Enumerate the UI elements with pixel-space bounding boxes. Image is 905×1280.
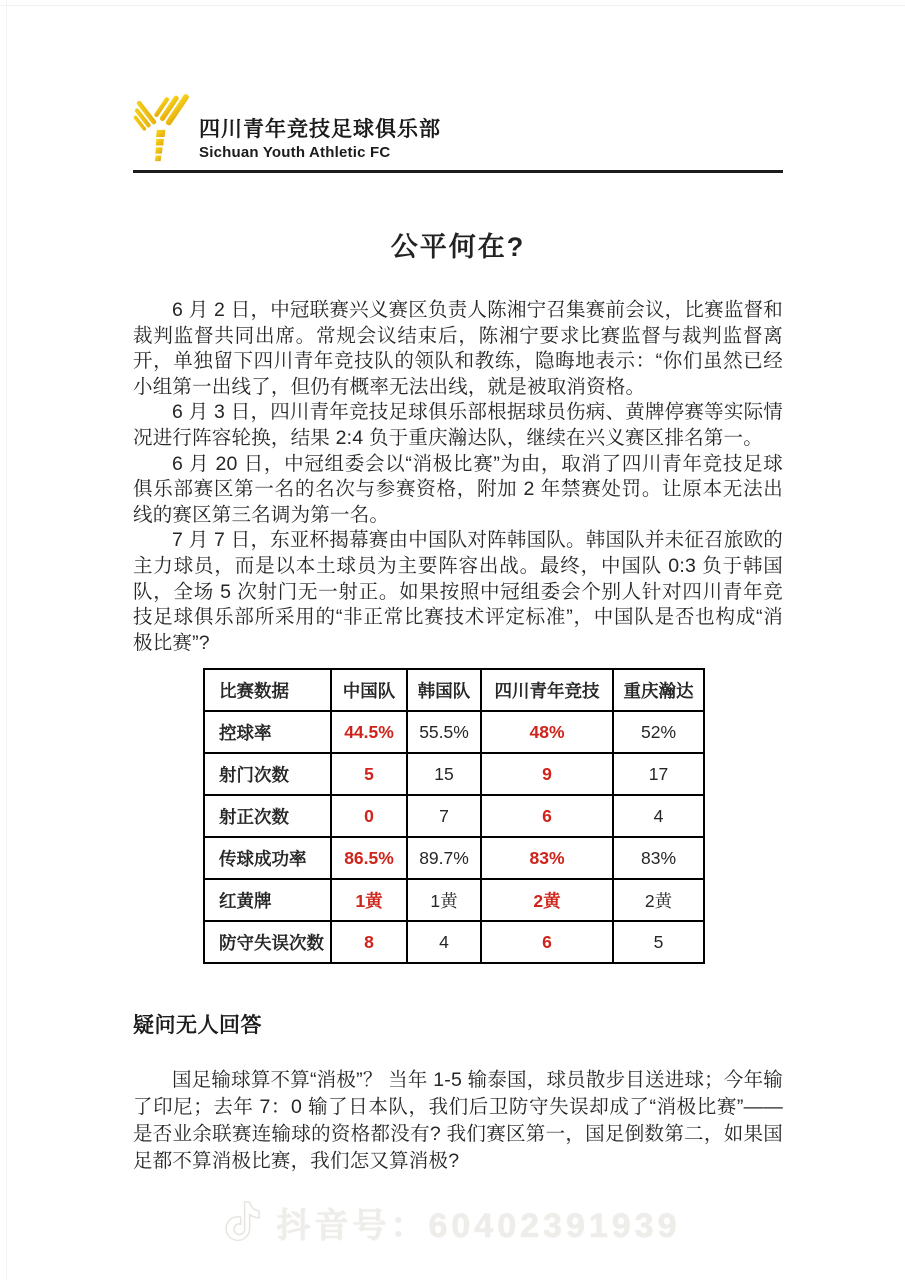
stat-label: 射正次数 <box>204 795 331 837</box>
table-header-cell: 中国队 <box>331 669 407 711</box>
table-header-row <box>204 669 704 711</box>
stat-value: 48% <box>481 711 613 753</box>
stat-label: 射门次数 <box>204 753 331 795</box>
stat-value: 9 <box>481 753 613 795</box>
paragraph: 6 月 3 日，四川青年竞技足球俱乐部根据球员伤病、黄牌停赛等实际情况进行阵容轮换，结果 2:4 负于重庆瀚达队，继续在兴义赛区排名第一。 <box>133 401 783 449</box>
stat-value: 83% <box>481 837 613 879</box>
watermark-label: 抖音号： <box>276 1207 429 1245</box>
stat-value: 86.5% <box>331 837 407 879</box>
club-name-zh: 四川青年竞技足球俱乐部 <box>199 118 441 141</box>
stat-value: 83% <box>613 837 704 879</box>
stat-value: 52% <box>613 711 704 753</box>
table-row <box>204 753 704 795</box>
stat-label: 红黄牌 <box>204 879 331 921</box>
stat-value: 1黄 <box>407 879 481 921</box>
stat-value: 6 <box>481 795 613 837</box>
club-name-en: Sichuan Youth Athletic FC <box>199 144 391 161</box>
section-heading: 疑问无人回答 <box>133 1014 262 1038</box>
stat-value: 4 <box>613 795 704 837</box>
stat-value: 8 <box>331 921 407 963</box>
stat-value: 1黄 <box>331 879 407 921</box>
stat-value: 5 <box>331 753 407 795</box>
paragraph: 6 月 20 日，中冠组委会以“消极比赛”为由，取消了四川青年竞技足球俱乐部赛区第一名的名次与参赛资格，附加 2 年禁赛处罚。让原本无法出线的赛区第三名调为第一名。 <box>133 452 783 526</box>
stat-value: 4 <box>407 921 481 963</box>
paragraph: 7 月 7 日，东亚杯揭幕赛由中国队对阵韩国队。韩国队并未征召旅欧的主力球员，而是以本土球员为主要阵容出战。最终，中国队 0:3 负于韩国队，全场 5 次射门无一射正。如果按照中冠组委会个别人针对四川青年竞技足球俱乐部所采用的“非正常比赛技术评定标准”，中国队是否也构成“消极比赛”? <box>133 529 783 654</box>
stat-value: 7 <box>407 795 481 837</box>
stat-label: 防守失误次数 <box>204 921 331 963</box>
paragraph: 国足输球算不算“消极”？ 当年 1-5 输泰国，球员散步目送进球；今年输了印尼；去年 7：0 输了日本队，我们后卫防守失误却成了“消极比赛”——是否业余联赛连输球的资格都没有? 我们赛区第一，国足倒数第二，如果国足都不算消极比赛，我们怎又算消极? <box>133 1069 783 1173</box>
stat-value: 6 <box>481 921 613 963</box>
stat-label: 传球成功率 <box>204 837 331 879</box>
paragraph: 6 月 2 日，中冠联赛兴义赛区负责人陈湘宁召集赛前会议，比赛监督和裁判监督共同出席。常规会议结束后，陈湘宁要求比赛监督与裁判监督离开，单独留下四川青年竞技队的领队和教练，隐晦地表示：“你们虽然已经小组第一出线了，但仍有概率无法出线，就是被取消资格。 <box>133 299 783 398</box>
match-stats-table <box>203 668 705 964</box>
stat-value: 15 <box>407 753 481 795</box>
stat-label: 控球率 <box>204 711 331 753</box>
club-header <box>133 92 783 173</box>
table-header-cell: 比赛数据 <box>204 669 331 711</box>
table-row <box>204 711 704 753</box>
douyin-watermark <box>0 1198 905 1247</box>
stat-value: 0 <box>331 795 407 837</box>
stat-value: 2黄 <box>613 879 704 921</box>
table-row <box>204 921 704 963</box>
table-header-cell: 韩国队 <box>407 669 481 711</box>
stat-value: 44.5% <box>331 711 407 753</box>
table-row <box>204 795 704 837</box>
stat-value: 17 <box>613 753 704 795</box>
table-header-cell: 四川青年竞技 <box>481 669 613 711</box>
douyin-note-icon <box>224 1199 262 1245</box>
stat-value: 55.5% <box>407 711 481 753</box>
stat-value: 89.7% <box>407 837 481 879</box>
closing-section <box>133 1067 783 1175</box>
watermark-text <box>276 1207 680 1245</box>
document-content <box>133 0 783 1175</box>
article-body <box>133 298 783 656</box>
table-row <box>204 837 704 879</box>
scan-artifact-line <box>6 0 7 1280</box>
stat-value: 5 <box>613 921 704 963</box>
table-header-cell: 重庆瀚达 <box>613 669 704 711</box>
club-names <box>199 117 441 164</box>
watermark-number: 60402391939 <box>428 1207 681 1245</box>
club-bird-logo-icon <box>133 92 193 164</box>
table-row <box>204 879 704 921</box>
page-title: 公平何在? <box>390 232 526 262</box>
stat-value: 2黄 <box>481 879 613 921</box>
